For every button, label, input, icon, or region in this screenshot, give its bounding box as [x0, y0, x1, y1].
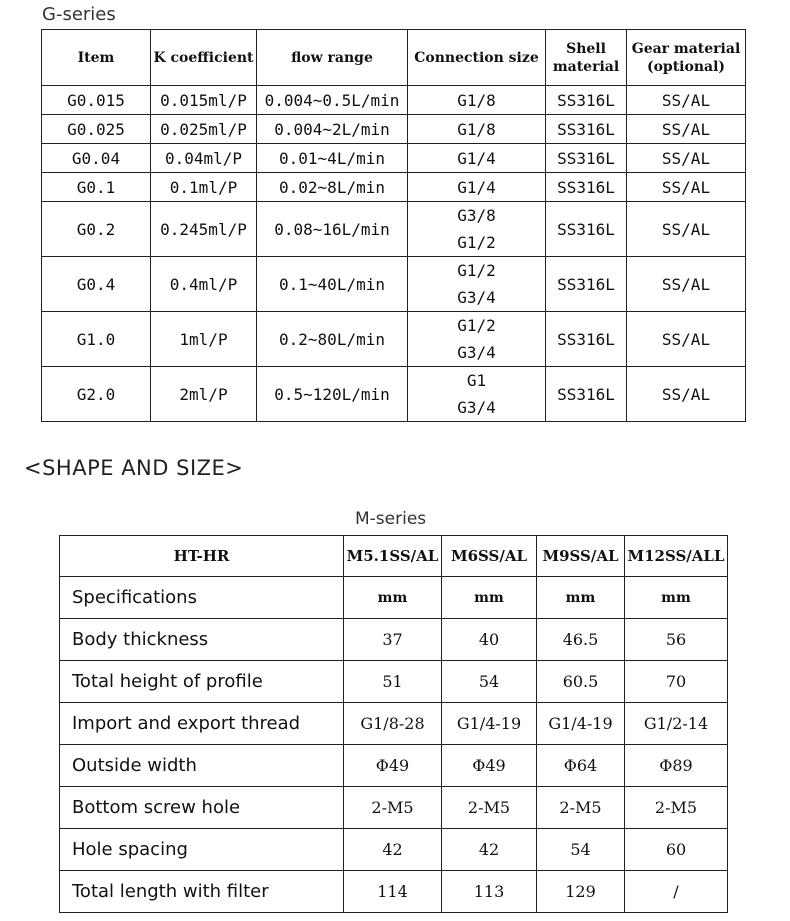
- g-header-row: [42, 30, 746, 86]
- g-connection-cell: [408, 202, 546, 257]
- g-item-cell: G0.1: [42, 173, 151, 202]
- g-item-cell: G0.025: [42, 115, 151, 144]
- m-row-label: Total length with filter: [60, 871, 344, 913]
- g-connection-cell: [408, 115, 546, 144]
- m-value-cell: mm: [625, 577, 728, 619]
- g-connection-value: G3/4: [457, 398, 496, 417]
- m-header-m12: M12SS/ALL: [625, 536, 728, 577]
- g-item-cell: G0.4: [42, 257, 151, 312]
- g-gear-cell: SS/AL: [627, 173, 746, 202]
- m-value-cell: mm: [442, 577, 537, 619]
- g-item-cell: G1.0: [42, 312, 151, 367]
- g-flow-cell: 0.5~120L/min: [257, 367, 408, 422]
- table-row: [42, 144, 746, 173]
- g-connection-value: G1/2: [457, 233, 496, 252]
- table-row: [42, 367, 746, 422]
- m-header-row: [60, 536, 728, 577]
- m-value-cell: 114: [344, 871, 442, 913]
- m-header-m5: M5.1SS/AL: [344, 536, 442, 577]
- m-value-cell: 46.5: [537, 619, 625, 661]
- g-gear-cell: SS/AL: [627, 144, 746, 173]
- g-item-cell: G2.0: [42, 367, 151, 422]
- g-header-gear: Gear material (optional): [627, 30, 746, 86]
- m-series-table: [59, 535, 728, 913]
- m-series-title: M-series: [355, 509, 427, 529]
- g-shell-cell: SS316L: [546, 257, 627, 312]
- m-header-m9: M9SS/AL: [537, 536, 625, 577]
- g-connection-cell: [408, 144, 546, 173]
- m-row-label: Import and export thread: [60, 703, 344, 745]
- g-k-cell: 0.025ml/P: [151, 115, 257, 144]
- g-k-cell: 0.015ml/P: [151, 86, 257, 115]
- m-row-label: Bottom screw hole: [60, 787, 344, 829]
- g-connection-value: G1: [466, 371, 487, 390]
- g-header-flow: flow range: [257, 30, 408, 86]
- table-row: [60, 619, 728, 661]
- g-flow-cell: 0.1~40L/min: [257, 257, 408, 312]
- table-row: [42, 86, 746, 115]
- g-k-cell: 2ml/P: [151, 367, 257, 422]
- g-connection-value: G1/2: [457, 316, 496, 335]
- g-gear-cell: SS/AL: [627, 86, 746, 115]
- g-item-cell: G0.015: [42, 86, 151, 115]
- m-value-cell: 2-M5: [625, 787, 728, 829]
- g-gear-cell: SS/AL: [627, 257, 746, 312]
- g-flow-cell: 0.08~16L/min: [257, 202, 408, 257]
- g-k-cell: 0.4ml/P: [151, 257, 257, 312]
- g-header-k: K coefficient: [151, 30, 257, 86]
- g-k-cell: 1ml/P: [151, 312, 257, 367]
- g-connection-value: G1/4: [457, 177, 496, 197]
- g-connection-cell: [408, 257, 546, 312]
- g-series-title: G-series: [42, 4, 116, 25]
- g-header-connection: Connection size: [408, 30, 546, 86]
- g-shell-cell: SS316L: [546, 173, 627, 202]
- g-connection-value: G1/8: [457, 90, 496, 110]
- m-value-cell: 2-M5: [442, 787, 537, 829]
- m-value-cell: 56: [625, 619, 728, 661]
- g-flow-cell: 0.2~80L/min: [257, 312, 408, 367]
- table-row: [42, 312, 746, 367]
- table-row: [60, 787, 728, 829]
- g-k-cell: 0.04ml/P: [151, 144, 257, 173]
- m-value-cell: /: [625, 871, 728, 913]
- g-k-cell: 0.1ml/P: [151, 173, 257, 202]
- m-value-cell: Φ89: [625, 745, 728, 787]
- m-row-label: Specifications: [60, 577, 344, 619]
- g-gear-cell: SS/AL: [627, 312, 746, 367]
- g-connection-cell: [408, 312, 546, 367]
- g-connection-value: G3/4: [457, 343, 496, 362]
- g-connection-value: G3/8: [457, 206, 496, 225]
- m-row-label: Body thickness: [60, 619, 344, 661]
- g-connection-cell: [408, 86, 546, 115]
- m-value-cell: Φ64: [537, 745, 625, 787]
- table-row: [60, 829, 728, 871]
- shape-and-size-title: <SHAPE AND SIZE>: [24, 456, 244, 480]
- m-value-cell: 113: [442, 871, 537, 913]
- g-flow-cell: 0.01~4L/min: [257, 144, 408, 173]
- g-series-table: [41, 29, 746, 422]
- g-shell-cell: SS316L: [546, 367, 627, 422]
- table-row: [42, 257, 746, 312]
- m-value-cell: 51: [344, 661, 442, 703]
- table-row: [42, 115, 746, 144]
- m-value-cell: 60.5: [537, 661, 625, 703]
- m-header-m6: M6SS/AL: [442, 536, 537, 577]
- g-gear-cell: SS/AL: [627, 367, 746, 422]
- g-connection-cell: [408, 367, 546, 422]
- m-value-cell: G1/4-19: [537, 703, 625, 745]
- m-row-label: Outside width: [60, 745, 344, 787]
- table-row: [60, 577, 728, 619]
- g-k-cell: 0.245ml/P: [151, 202, 257, 257]
- g-connection-cell: [408, 173, 546, 202]
- table-row: [60, 661, 728, 703]
- g-header-shell: Shell material: [546, 30, 627, 86]
- m-value-cell: 2-M5: [344, 787, 442, 829]
- g-shell-cell: SS316L: [546, 86, 627, 115]
- m-value-cell: 37: [344, 619, 442, 661]
- table-row: [42, 202, 746, 257]
- m-value-cell: mm: [537, 577, 625, 619]
- g-header-item: Item: [42, 30, 151, 86]
- m-row-label: Hole spacing: [60, 829, 344, 871]
- m-value-cell: mm: [344, 577, 442, 619]
- g-item-cell: G0.04: [42, 144, 151, 173]
- m-value-cell: 129: [537, 871, 625, 913]
- m-header-model: HT-HR: [60, 536, 344, 577]
- m-value-cell: 54: [442, 661, 537, 703]
- g-flow-cell: 0.02~8L/min: [257, 173, 408, 202]
- g-shell-cell: SS316L: [546, 115, 627, 144]
- m-value-cell: 54: [537, 829, 625, 871]
- m-value-cell: Φ49: [344, 745, 442, 787]
- g-shell-cell: SS316L: [546, 144, 627, 173]
- g-gear-cell: SS/AL: [627, 202, 746, 257]
- m-value-cell: G1/4-19: [442, 703, 537, 745]
- g-item-cell: G0.2: [42, 202, 151, 257]
- g-connection-value: G1/2: [457, 261, 496, 280]
- g-shell-cell: SS316L: [546, 202, 627, 257]
- g-connection-value: G1/4: [457, 148, 496, 168]
- g-shell-cell: SS316L: [546, 312, 627, 367]
- m-row-label: Total height of profile: [60, 661, 344, 703]
- g-connection-value: G1/8: [457, 119, 496, 139]
- table-row: [60, 703, 728, 745]
- m-value-cell: Φ49: [442, 745, 537, 787]
- g-connection-value: G3/4: [457, 288, 496, 307]
- table-row: [42, 173, 746, 202]
- m-value-cell: 60: [625, 829, 728, 871]
- table-row: [60, 871, 728, 913]
- g-flow-cell: 0.004~2L/min: [257, 115, 408, 144]
- m-value-cell: 40: [442, 619, 537, 661]
- m-value-cell: G1/2-14: [625, 703, 728, 745]
- g-gear-cell: SS/AL: [627, 115, 746, 144]
- g-flow-cell: 0.004~0.5L/min: [257, 86, 408, 115]
- m-value-cell: 42: [344, 829, 442, 871]
- m-value-cell: 42: [442, 829, 537, 871]
- m-value-cell: 2-M5: [537, 787, 625, 829]
- m-value-cell: 70: [625, 661, 728, 703]
- table-row: [60, 745, 728, 787]
- m-value-cell: G1/8-28: [344, 703, 442, 745]
